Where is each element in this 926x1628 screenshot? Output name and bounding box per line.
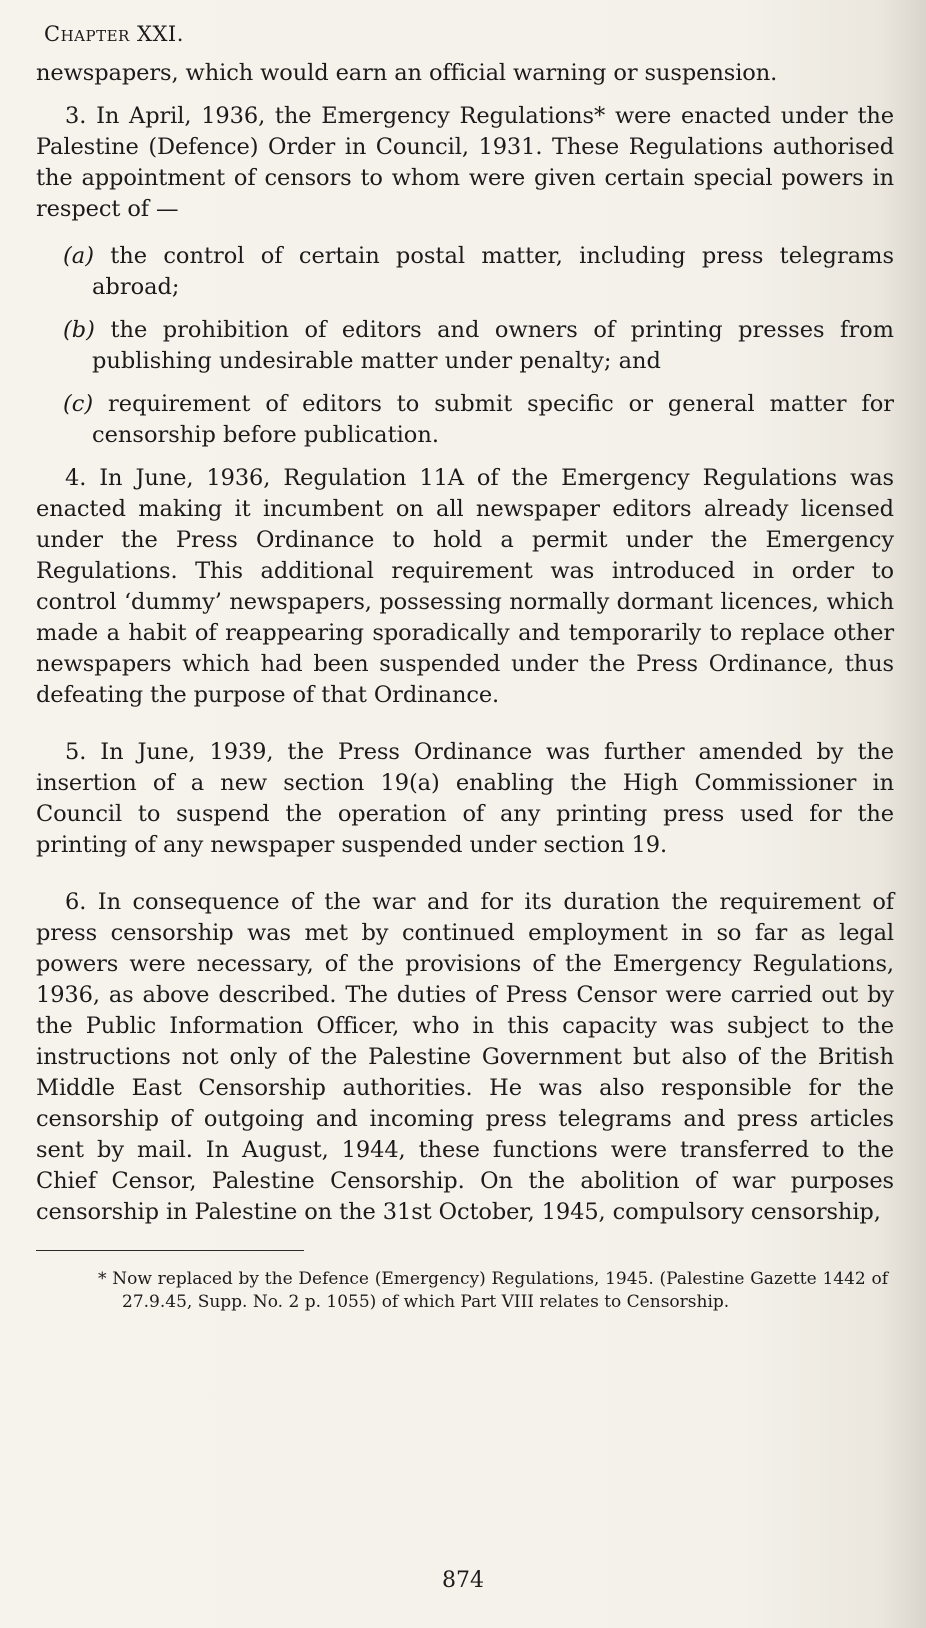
list-item-text: requirement of editors to submit specific or general matter for censorship before publication.	[92, 391, 894, 448]
list-item	[36, 389, 894, 451]
list-item-label: (a)	[63, 243, 94, 269]
paragraph-continuation: newspapers, which would earn an official warning or suspension.	[36, 60, 778, 86]
list-item-label: (c)	[63, 391, 94, 417]
list-item	[36, 241, 894, 303]
page-content	[36, 20, 894, 1331]
paragraph-6: 6. In consequence of the war and for its duration the requirement of press censorship was met by continued employment in so far as legal powers were necessary, of the provisions of the Emergency Regulations, 1936, as above described. The duties of Press Censor were carried out by the Public Information Officer, who in this capacity was subject to the instructions not only of the Palestine Government but also of the British Middle East Censorship authorities. He was also responsible for the censorship of outgoing and incoming press telegrams and press articles sent by mail. In August, 1944, these functions were transferred to the Chief Censor, Palestine Censorship. On the abolition of war purposes censorship in Palestine on the 31st October, 1945, compulsory censorship,	[36, 889, 894, 1225]
list-item-label: (b)	[63, 317, 95, 343]
powers-list	[36, 241, 894, 451]
list-item-text: the control of certain postal matter, including press telegrams abroad;	[92, 243, 894, 300]
paragraph-3: 3. In April, 1936, the Emergency Regulations* were enacted under the Palestine (Defence) Order in Council, 1931. These Regulations authorised the appointment of censors to whom were given certain special powers in respect of —	[36, 103, 894, 222]
paragraph-5: 5. In June, 1939, the Press Ordinance was further amended by the insertion of a new section 19(a) enabling the High Commissioner in Council to suspend the operation of any printing press used for the printing of any newspaper suspended under section 19.	[36, 739, 894, 858]
list-item	[36, 315, 894, 377]
paragraph-4: 4. In June, 1936, Regulation 11A of the Emergency Regulations was enacted making it incumbent on all newspaper editors already licensed under the Press Ordinance to hold a permit under the Emergency Regulations. This additional requirement was introduced in order to control ‘dummy’ newspapers, possessing normally dormant licences, which made a habit of reappearing sporadically and temporarily to replace other newspapers which had been suspended under the Press Ordinance, thus defeating the purpose of that Ordinance.	[36, 465, 894, 708]
list-item-text: the prohibition of editors and owners of printing presses from publishing undesirable matter under penalty; and	[92, 317, 894, 374]
footnote: * Now replaced by the Defence (Emergency) Regulations, 1945. (Palestine Gazette 1442 of 27.9.45, Supp. No. 2 p. 1055) of which Part VIII relates to Censorship.	[98, 1269, 888, 1312]
page-number: 874	[442, 1568, 484, 1593]
footnote-divider	[36, 1250, 304, 1251]
chapter-heading: Chapter XXI.	[44, 22, 184, 46]
